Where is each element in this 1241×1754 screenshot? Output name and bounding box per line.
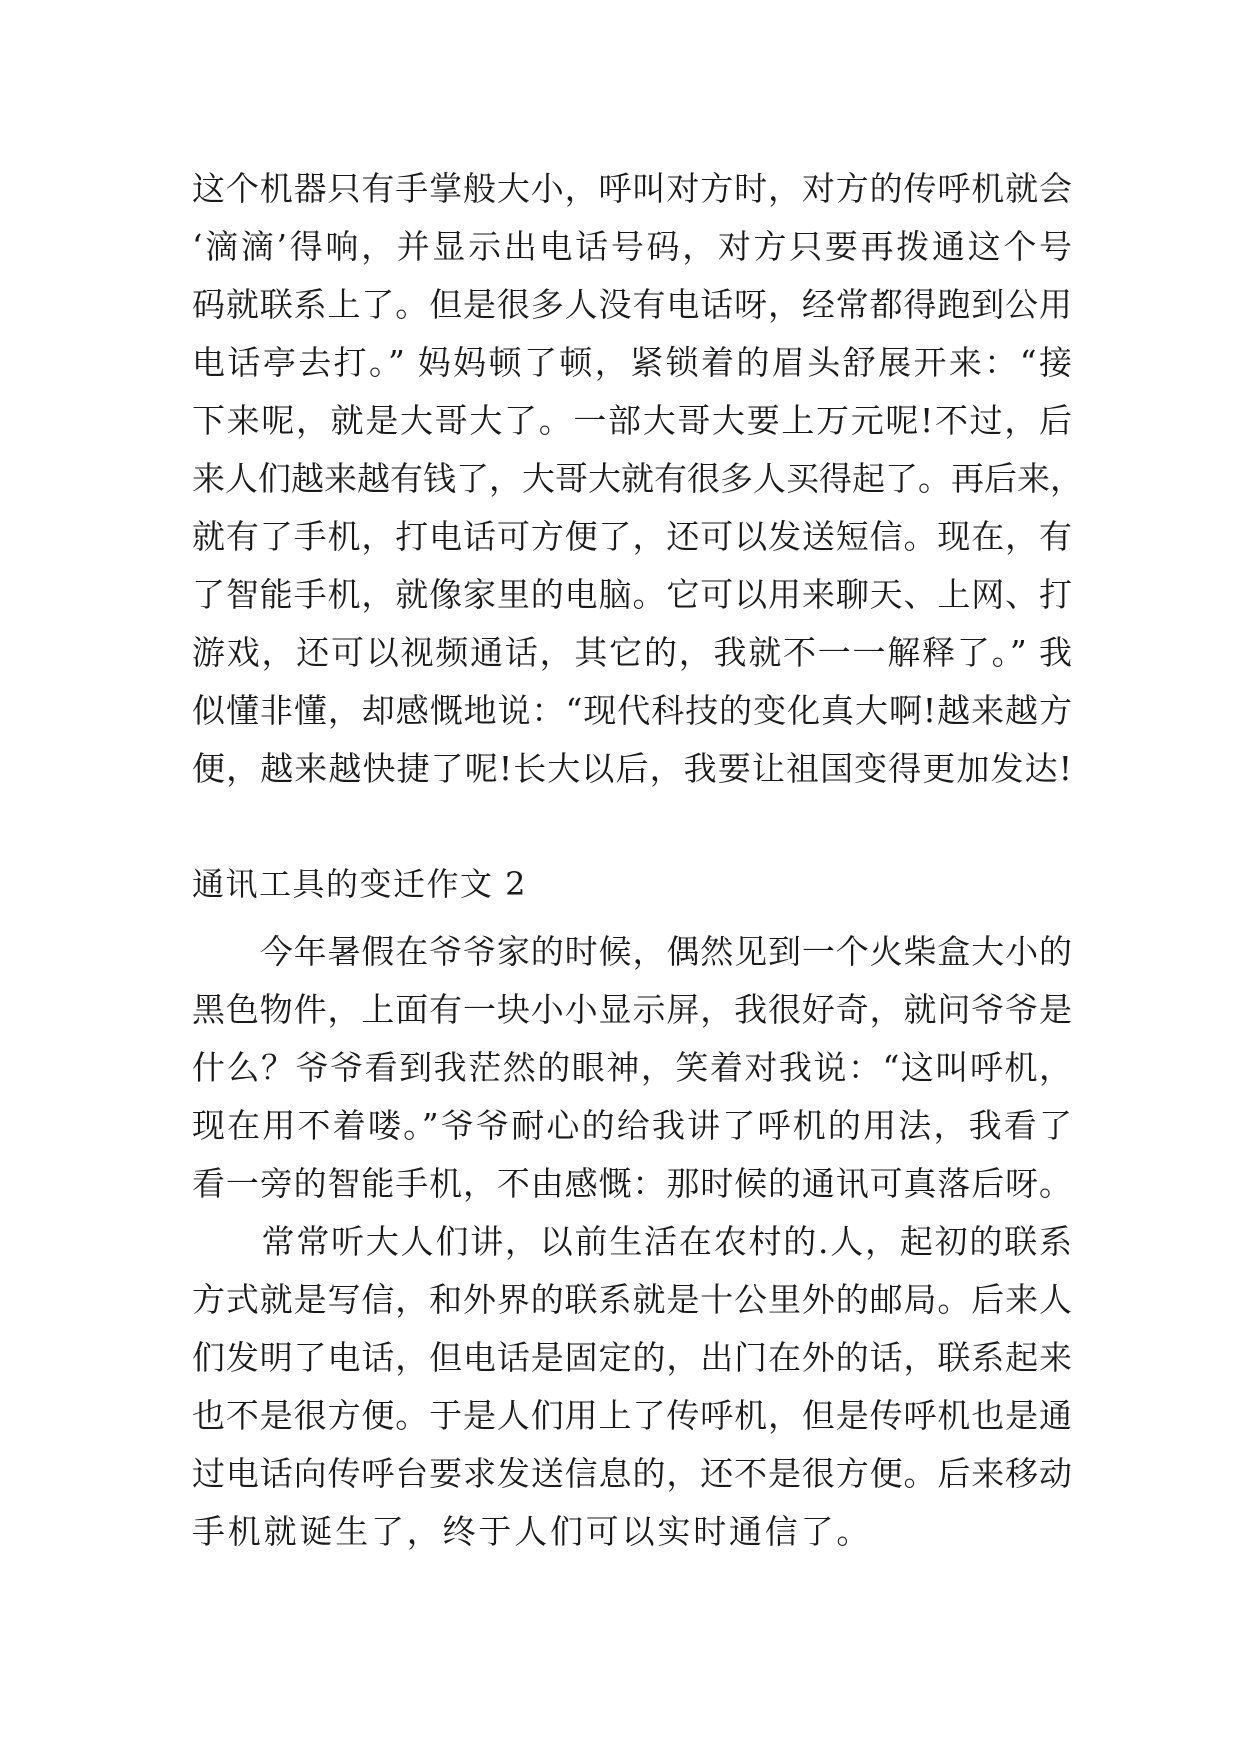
text-line: 现在用不着喽。”爷爷耐心的给我讲了呼机的用法，我看了	[192, 1106, 1072, 1145]
text-line: 来人们越来越有钱了，大哥大就有很多人买得起了。再后来，	[192, 459, 1083, 498]
text-line: 便，越来越快捷了呢!长大以后，我要让祖国变得更加发达!	[192, 749, 1072, 788]
text-line-last: 手机就诞生了，终于人们可以实时通信了。	[192, 1512, 873, 1551]
text-line: 们发明了电话，但电话是固定的，出门在外的话，联系起来	[192, 1338, 1072, 1377]
text-line: ‘滴滴’得响，并显示出电话号码，对方只要再拨通这个号	[192, 227, 1072, 266]
text-line: 似懂非懂，却感慨地说：“现代科技的变化真大啊!越来越方	[192, 691, 1072, 730]
continuation-paragraph	[192, 160, 1083, 798]
paragraph-1	[192, 923, 1072, 1213]
text-line: 下来呢，就是大哥大了。一部大哥大要上万元呢!不过，后	[192, 401, 1072, 440]
text-line: 电话亭去打。” 妈妈顿了顿，紧锁着的眉头舒展开来：“接	[192, 343, 1072, 382]
text-line: 这个机器只有手掌般大小，呼叫对方时，对方的传呼机就会	[192, 169, 1072, 208]
text-line: 了智能手机，就像家里的电脑。它可以用来聊天、上网、打	[192, 575, 1072, 614]
paragraph-2	[192, 1213, 1072, 1561]
text-line: 看一旁的智能手机，不由感慨：那时候的通讯可真落后呀。	[192, 1164, 1072, 1203]
section-title: 通讯工具的变迁作文 2	[192, 865, 528, 903]
text-line: 就有了手机，打电话可方便了，还可以发送短信。现在，有	[192, 517, 1072, 556]
text-line: 方式就是写信，和外界的联系就是十公里外的邮局。后来人	[192, 1280, 1072, 1319]
text-line: 黑色物件，上面有一块小小显示屏，我很好奇，就问爷爷是	[192, 990, 1072, 1029]
text-line: 今年暑假在爷爷家的时候，偶然见到一个火柴盒大小的	[192, 932, 1072, 971]
text-line: 什么？爷爷看到我茫然的眼神，笑着对我说：“这叫呼机，	[192, 1048, 1072, 1087]
text-line: 码就联系上了。但是很多人没有电话呀，经常都得跑到公用	[192, 285, 1072, 324]
text-line: 常常听大人们讲，以前生活在农村的.人，起初的联系	[192, 1222, 1072, 1261]
text-line: 游戏，还可以视频通话，其它的，我就不一一解释了。” 我	[192, 633, 1072, 672]
text-line: 也不是很方便。于是人们用上了传呼机，但是传呼机也是通	[192, 1396, 1072, 1435]
text-line: 过电话向传呼台要求发送信息的，还不是很方便。后来移动	[192, 1454, 1072, 1493]
